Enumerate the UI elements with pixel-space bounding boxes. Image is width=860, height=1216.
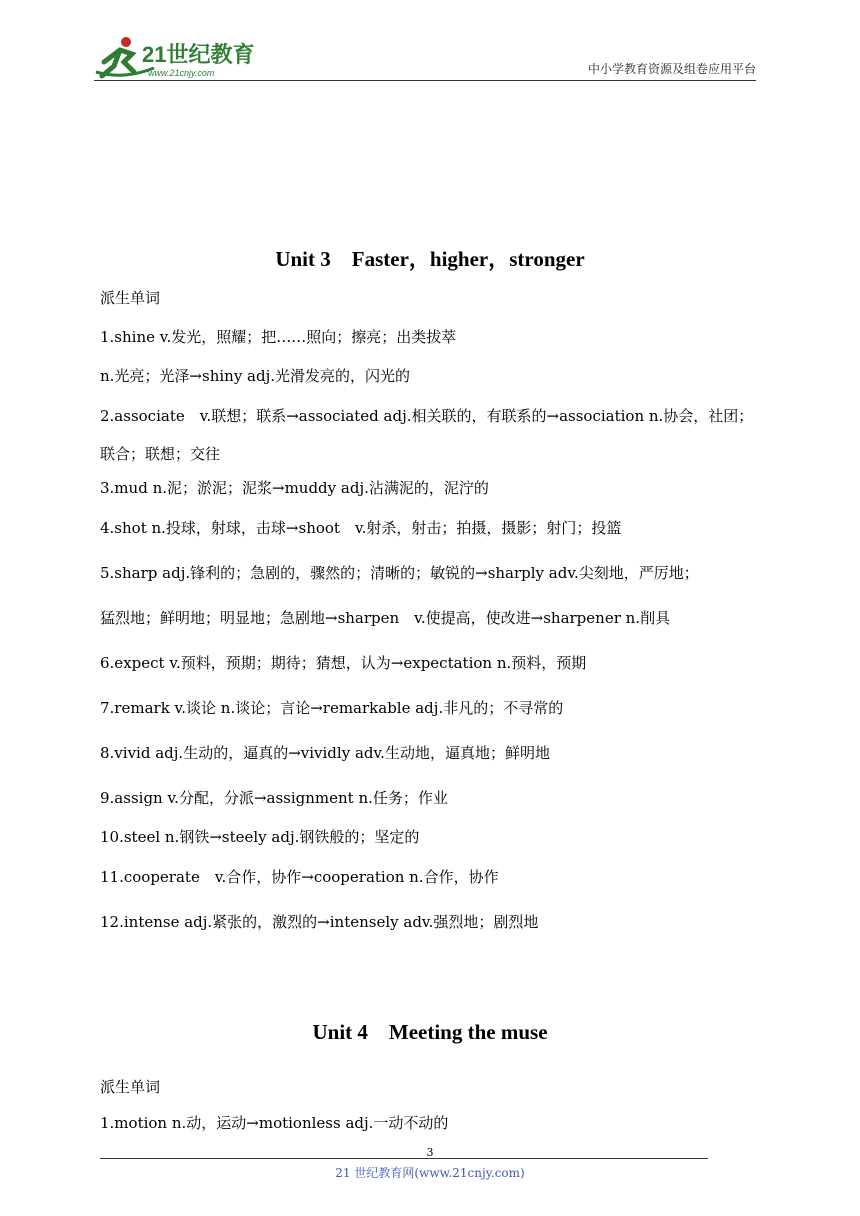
unit3-line-7: 5.sharp adj.锋利的；急剧的，骤然的；清晰的；敏锐的→sharply adv.尖刻地，严厉地； <box>100 564 699 582</box>
unit3-title: Unit 3 Faster，higher，stronger <box>275 247 585 271</box>
unit3-line-12: 9.assign v.分配，分派→assignment n.任务；作业 <box>100 789 448 807</box>
unit3-line-15: 12.intense adj.紧张的，激烈的→intensely adv.强烈地；剧烈地 <box>100 913 539 931</box>
footer-link[interactable]: 21 世纪教育网(www.21cnjy.com) <box>335 1166 525 1180</box>
unit3-line-5: 3.mud n.泥；淤泥；泥浆→muddy adj.沾满泥的，泥泞的 <box>100 479 489 497</box>
unit3-section-heading: 派生单词 <box>100 289 161 307</box>
logo-text: 21世纪教育 <box>142 42 255 67</box>
unit3-line-6: 4.shot n.投球，射球，击球→shoot v.射杀，射击；拍摄，摄影；射门；投篮 <box>100 519 622 537</box>
unit3-line-11: 8.vivid adj.生动的，逼真的→vividly adv.生动地，逼真地；鲜明地 <box>100 744 550 762</box>
unit3-line-8: 猛烈地；鲜明地；明显地；急剧地→sharpen v.使提高，使改进→sharpener n.削具 <box>100 609 671 627</box>
unit3-line-4: 联合；联想；交往 <box>100 445 221 463</box>
page-number: 3 <box>426 1146 434 1159</box>
unit3-line-10: 7.remark v.谈论 n.谈论；言论→remarkable adj.非凡的；不寻常的 <box>100 699 564 717</box>
unit4-section-heading: 派生单词 <box>100 1078 161 1096</box>
unit3-line-13: 10.steel n.钢铁→steely adj.钢铁般的；坚定的 <box>100 828 420 846</box>
unit4-line-1: 1.motion n.动，运动→motionless adj.一动不动的 <box>100 1114 449 1132</box>
unit3-line-9: 6.expect v.预料，预期；期待；猜想，认为→expectation n.预料，预期 <box>100 654 587 672</box>
site-logo <box>94 32 264 80</box>
unit3-line-14: 11.cooperate v.合作，协作→cooperation n.合作，协作 <box>100 868 499 886</box>
header-platform-text: 中小学教育资源及组卷应用平台 <box>587 62 756 76</box>
footer-divider <box>100 1158 708 1159</box>
unit3-line-2: n.光亮；光泽→shiny adj.光滑发亮的，闪光的 <box>100 367 411 385</box>
unit4-title: Unit 4 Meeting the muse <box>312 1020 548 1044</box>
header-divider <box>94 80 756 81</box>
logo-url: www.21cnjy.com <box>148 68 215 78</box>
unit3-line-1: 1.shine v.发光，照耀；把……照向；擦亮；出类拔萃 <box>100 328 457 346</box>
unit3-line-3: 2.associate v.联想；联系→associated adj.相关联的，有联系的→association n.协会，社团； <box>100 407 754 425</box>
